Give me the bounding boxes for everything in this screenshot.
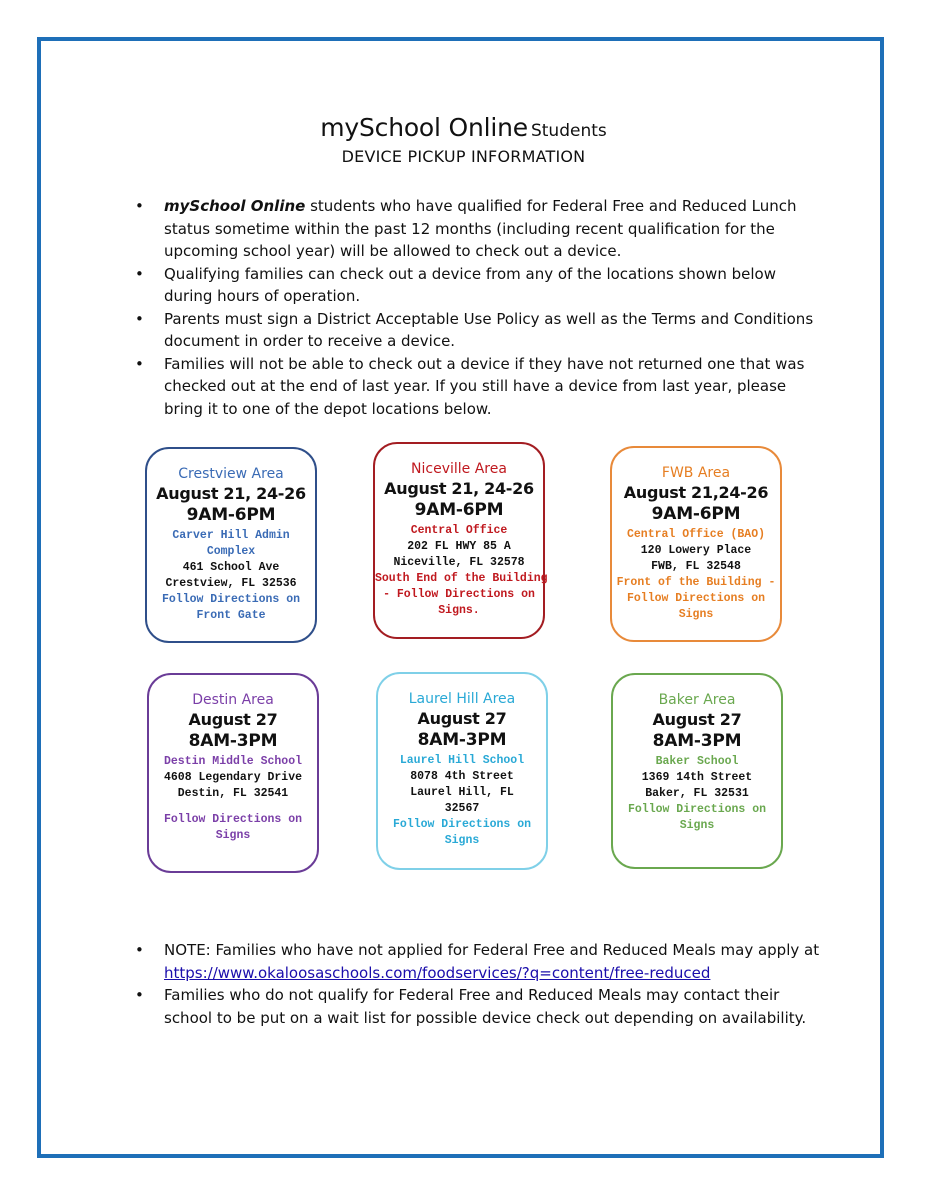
card-location-line: Baker School — [655, 755, 739, 768]
card-date: August 21,24-26 — [623, 483, 769, 502]
card-location-line: Laurel Hill School — [399, 754, 525, 767]
title-block — [0, 113, 927, 166]
bullet-eligibility — [135, 195, 825, 263]
note-bullet-list — [135, 939, 825, 1029]
location-card-baker — [611, 673, 783, 869]
card-time: 9AM-6PM — [186, 505, 276, 525]
card-directions-line: South End of the Building — [375, 572, 548, 585]
card-directions-line: Follow Directions on — [627, 803, 767, 816]
card-time: 9AM-6PM — [414, 500, 504, 520]
location-card-destin — [147, 673, 319, 873]
card-directions-line: Signs — [215, 829, 251, 842]
free-reduced-link[interactable]: https://www.okaloosaschools.com/foodservices/?q=content/free-reduced — [164, 963, 711, 982]
title-suffix: Students — [530, 121, 607, 141]
card-address-line: 4608 Legendary Drive — [163, 771, 303, 784]
card-address-line: Destin, FL 32541 — [177, 787, 289, 800]
bullet-text: Parents must sign a District Acceptable Use Policy as well as the Terms and Conditions document in order to receive a device. — [164, 309, 814, 350]
card-directions-line: Front Gate — [196, 609, 266, 622]
bullet-lead: mySchool Online — [164, 197, 306, 215]
card-address-line: 120 Lowery Place — [640, 544, 752, 557]
card-details — [378, 753, 546, 849]
card-location-line: Carver Hill Admin — [172, 529, 290, 542]
card-area-name: Crestview Area — [178, 466, 284, 482]
card-area-name: FWB Area — [661, 465, 731, 481]
card-address-line: 8078 4th Street — [410, 770, 514, 783]
card-address-line: 32567 — [444, 802, 480, 815]
card-directions-line: - Follow Directions on — [383, 588, 535, 601]
location-card-niceville — [373, 442, 548, 639]
bullet-returns — [135, 353, 825, 421]
location-card-laurel-hill — [376, 672, 548, 870]
location-card-fwb — [610, 446, 782, 642]
bullet-text: students who have qualified for Federal Free and Reduced Lunch status sometime within the past 12 months (including recent qualification for the upcoming school year) will be allowed to check out a device. — [164, 197, 797, 260]
card-address-line: FWB, FL 32548 — [651, 560, 741, 573]
card-area-name: Destin Area — [192, 692, 274, 708]
card-date: August 27 — [417, 709, 507, 728]
card-date: August 21, 24-26 — [384, 479, 534, 498]
card-time: 9AM-6PM — [651, 504, 741, 524]
card-address-line: Crestview, FL 32536 — [165, 577, 297, 590]
location-card-crestview — [145, 447, 317, 643]
card-directions-line: Signs. — [438, 604, 480, 617]
card-address-line: 202 FL HWY 85 A — [407, 540, 511, 553]
card-directions-line: Signs — [444, 834, 480, 847]
card-time: 8AM-3PM — [652, 731, 742, 751]
card-directions-line: Follow Directions on — [626, 592, 766, 605]
card-address-line: Niceville, FL 32578 — [393, 556, 525, 569]
card-address-line: 1369 14th Street — [641, 771, 753, 784]
page-title — [0, 113, 927, 142]
bullet-text: Families will not be able to check out a device if they have not returned one that was checked out at the end of last year. If you still have a device from last year, please bring it to one of the depot locations below. — [164, 354, 805, 418]
card-directions-line: Signs — [678, 608, 714, 621]
note-text: NOTE: Families who have not applied for Federal Free and Reduced Meals may apply at — [164, 941, 820, 959]
card-location-line: Destin Middle School — [163, 755, 303, 768]
card-details — [612, 527, 780, 623]
bullet-note — [135, 939, 825, 984]
card-directions-line: Follow Directions on — [163, 813, 303, 826]
card-area-name: Laurel Hill Area — [408, 691, 516, 707]
card-date: August 27 — [652, 710, 742, 729]
card-directions-line: Signs — [679, 819, 715, 832]
title-main: mySchool Online — [320, 113, 528, 142]
card-time: 8AM-3PM — [417, 730, 507, 750]
bullet-policy — [135, 308, 825, 353]
card-location-line: Central Office (BAO) — [626, 528, 766, 541]
card-details — [147, 528, 315, 624]
card-date: August 21, 24-26 — [156, 484, 306, 503]
bullet-text: Qualifying families can check out a device from any of the locations shown below during hours of operation. — [164, 264, 776, 305]
card-spacer — [149, 802, 317, 812]
card-location-line: Complex — [206, 545, 256, 558]
card-address-line: Laurel Hill, FL — [410, 786, 514, 799]
card-address-line: Baker, FL 32531 — [645, 787, 749, 800]
card-details — [613, 754, 781, 834]
card-date: August 27 — [188, 710, 278, 729]
card-area-name: Baker Area — [658, 692, 736, 708]
info-bullet-list — [135, 195, 825, 420]
page-subtitle: DEVICE PICKUP INFORMATION — [341, 147, 586, 166]
card-directions-line: Follow Directions on — [161, 593, 301, 606]
bullet-wait-list — [135, 984, 825, 1029]
card-directions-line: Front of the Building - — [616, 576, 776, 589]
card-time: 8AM-3PM — [188, 731, 278, 751]
bullet-locations — [135, 263, 825, 308]
card-area-name: Niceville Area — [411, 461, 507, 477]
card-directions-line: Follow Directions on — [392, 818, 532, 831]
card-details — [149, 754, 317, 844]
card-address-line: 461 School Ave — [182, 561, 280, 574]
card-location-line: Central Office — [410, 524, 508, 537]
card-details — [375, 523, 548, 619]
bullet-text: Families who do not qualify for Federal Free and Reduced Meals may contact their school to be put on a wait list for possible device check out depending on availability. — [164, 986, 807, 1027]
